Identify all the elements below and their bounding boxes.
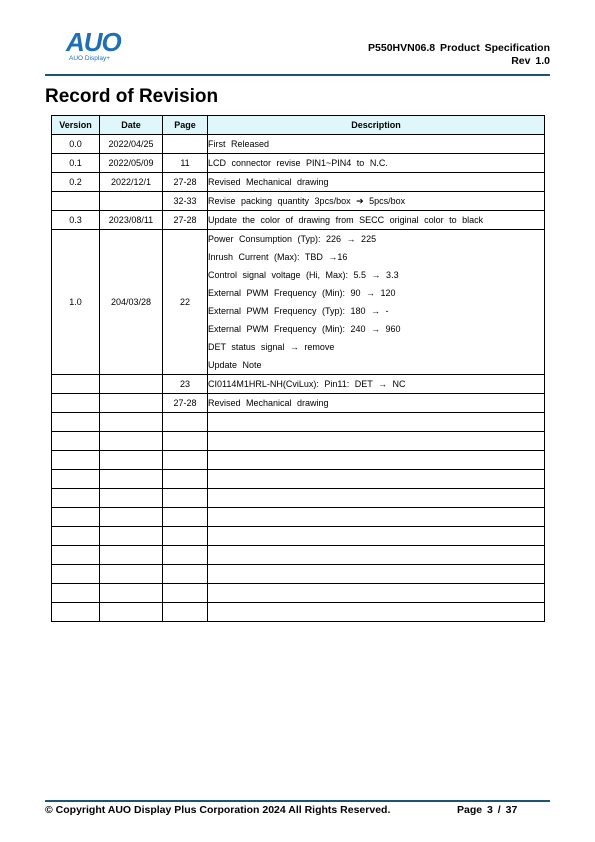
table-row — [52, 173, 545, 192]
document-title: P550HVN06.8 Product Specification — [368, 42, 550, 54]
table-row — [52, 432, 545, 451]
table-row — [52, 413, 545, 432]
cell-version: 0.2 — [52, 173, 100, 192]
cell-page — [163, 565, 208, 584]
cell-description — [208, 192, 545, 211]
cell-page: 27-28 — [163, 394, 208, 413]
cell-page: 22 — [163, 230, 208, 375]
description-line: Revised Mechanical drawing — [208, 398, 329, 408]
cell-page: 23 — [163, 375, 208, 394]
table-row — [52, 470, 545, 489]
description-line — [208, 413, 544, 431]
cell-page — [163, 432, 208, 451]
description-line — [208, 489, 544, 507]
description-line: DET status signal → remove — [208, 342, 335, 352]
column-header-date: Date — [100, 116, 163, 135]
cell-version — [52, 546, 100, 565]
cell-date — [100, 192, 163, 211]
cell-date — [100, 546, 163, 565]
table-row — [52, 489, 545, 508]
description-line — [208, 451, 544, 469]
cell-date: 2022/12/1 — [100, 173, 163, 192]
description-line — [208, 527, 544, 545]
table-row — [52, 584, 545, 603]
cell-date — [100, 470, 163, 489]
footer-page-number: Page 3 / 37 — [457, 804, 518, 816]
revision-table — [51, 115, 545, 622]
cell-date — [100, 584, 163, 603]
description-line: Power Consumption (Typ): 226 → 225 — [208, 234, 377, 244]
cell-description — [208, 584, 545, 603]
cell-description — [208, 546, 545, 565]
table-row — [52, 211, 545, 230]
description-line: LCD connector revise PIN1~PIN4 to N.C. — [208, 158, 388, 168]
cell-description — [208, 432, 545, 451]
cell-version — [52, 470, 100, 489]
cell-description — [208, 173, 545, 192]
cell-date: 2022/05/09 — [100, 154, 163, 173]
table-row — [52, 154, 545, 173]
cell-version — [52, 565, 100, 584]
cell-version — [52, 508, 100, 527]
table-row — [52, 508, 545, 527]
cell-page — [163, 489, 208, 508]
table-row — [52, 603, 545, 622]
page-title: Record of Revision — [45, 86, 219, 107]
header-rule — [45, 74, 550, 76]
description-line — [208, 470, 544, 488]
table-row — [52, 192, 545, 211]
cell-date — [100, 603, 163, 622]
cell-page: 32-33 — [163, 192, 208, 211]
cell-version — [52, 192, 100, 211]
cell-page — [163, 527, 208, 546]
table-row — [52, 135, 545, 154]
cell-page — [163, 603, 208, 622]
company-logo — [66, 27, 126, 64]
cell-version — [52, 375, 100, 394]
cell-date — [100, 451, 163, 470]
cell-date — [100, 413, 163, 432]
table-row — [52, 394, 545, 413]
description-line: External PWM Frequency (Min): 90 → 120 — [208, 288, 396, 298]
description-line: External PWM Frequency (Min): 240 → 960 — [208, 324, 401, 334]
document-header — [368, 42, 550, 68]
cell-date — [100, 489, 163, 508]
cell-version: 0.3 — [52, 211, 100, 230]
cell-description — [208, 603, 545, 622]
description-line — [208, 584, 544, 602]
description-line: Revise packing quantity 3pcs/box ➔ 5pcs/box — [208, 196, 406, 206]
cell-version — [52, 413, 100, 432]
logo-subtitle: AUO Display+ — [69, 55, 110, 62]
column-header-page: Page — [163, 116, 208, 135]
cell-version: 0.1 — [52, 154, 100, 173]
description-line: Update the color of drawing from SECC original color to black — [208, 215, 484, 225]
cell-page — [163, 470, 208, 489]
cell-description — [208, 508, 545, 527]
cell-description — [208, 565, 545, 584]
table-header-row — [52, 116, 545, 135]
cell-version: 0.0 — [52, 135, 100, 154]
cell-date: 2023/08/11 — [100, 211, 163, 230]
cell-description — [208, 375, 545, 394]
footer-copyright: © Copyright AUO Display Plus Corporation 2024 All Rights Reserved. — [45, 804, 391, 816]
cell-version — [52, 603, 100, 622]
cell-page: 27-28 — [163, 173, 208, 192]
cell-version — [52, 489, 100, 508]
cell-page — [163, 413, 208, 432]
cell-version — [52, 451, 100, 470]
cell-page — [163, 135, 208, 154]
cell-date — [100, 375, 163, 394]
cell-page — [163, 584, 208, 603]
cell-description — [208, 135, 545, 154]
description-line — [208, 546, 544, 564]
table-row — [52, 527, 545, 546]
table-row — [52, 230, 545, 375]
cell-date — [100, 527, 163, 546]
cell-date — [100, 432, 163, 451]
cell-version — [52, 394, 100, 413]
description-line — [208, 508, 544, 526]
description-line: CI0114M1HRL-NH(CviLux): Pin11: DET → NC — [208, 379, 406, 389]
column-header-version: Version — [52, 116, 100, 135]
description-line: Revised Mechanical drawing — [208, 177, 329, 187]
description-line: Update Note — [208, 360, 262, 370]
table-row — [52, 375, 545, 394]
cell-description — [208, 470, 545, 489]
description-line: Control signal voltage (Hi, Max): 5.5 → 3.3 — [208, 270, 399, 280]
column-header-description: Description — [208, 116, 545, 135]
cell-date — [100, 508, 163, 527]
cell-version — [52, 432, 100, 451]
cell-description — [208, 394, 545, 413]
cell-date — [100, 394, 163, 413]
cell-page: 27-28 — [163, 211, 208, 230]
cell-description — [208, 489, 545, 508]
cell-description — [208, 230, 545, 375]
document-revision: Rev 1.0 — [511, 55, 550, 67]
description-line: Inrush Current (Max): TBD →16 — [208, 252, 348, 262]
cell-description — [208, 154, 545, 173]
cell-page — [163, 451, 208, 470]
cell-version: 1.0 — [52, 230, 100, 375]
table-row — [52, 565, 545, 584]
footer-rule — [45, 800, 550, 802]
cell-date — [100, 565, 163, 584]
table-row — [52, 546, 545, 565]
cell-page — [163, 546, 208, 565]
cell-page — [163, 508, 208, 527]
cell-description — [208, 413, 545, 432]
description-line — [208, 432, 544, 450]
cell-page: 11 — [163, 154, 208, 173]
description-line — [208, 603, 544, 621]
logo-mark: AUO — [66, 27, 121, 57]
cell-version — [52, 584, 100, 603]
description-line: First Released — [208, 139, 270, 149]
revision-table-body — [52, 135, 545, 622]
description-line — [208, 565, 544, 583]
description-line: External PWM Frequency (Typ): 180 → - — [208, 306, 389, 316]
cell-description — [208, 211, 545, 230]
cell-description — [208, 527, 545, 546]
cell-description — [208, 451, 545, 470]
table-row — [52, 451, 545, 470]
cell-date: 204/03/28 — [100, 230, 163, 375]
cell-date: 2022/04/25 — [100, 135, 163, 154]
cell-version — [52, 527, 100, 546]
